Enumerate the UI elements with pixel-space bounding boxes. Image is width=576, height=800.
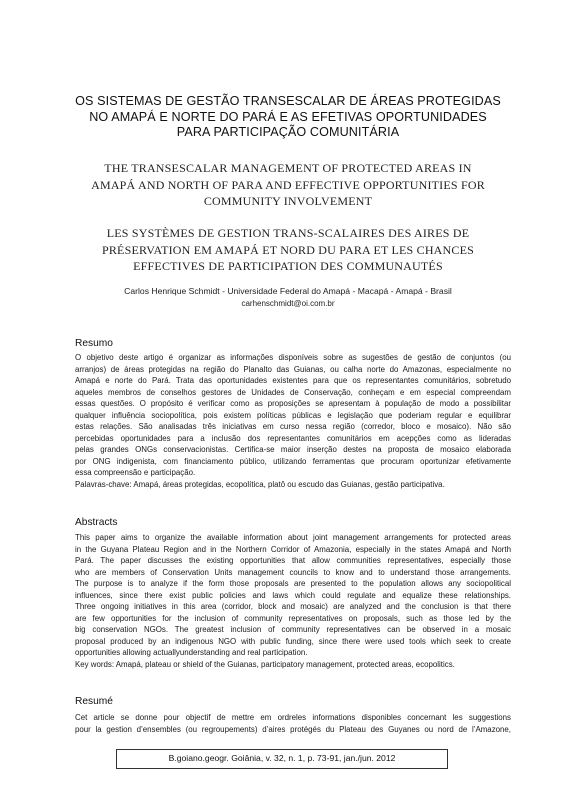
title-fr-line: LES SYSTÈMES DE GESTION TRANS-SCALAIRES DES AIRES DE bbox=[106, 226, 470, 240]
text-line: Amapá e norte do Pará. Trata das oportunidades existentes para que os representantes comunitários, sobretudo bbox=[75, 376, 511, 386]
text-line: influences, since there exist public policies and laws which could regulate and equalize these relationships. bbox=[75, 590, 511, 600]
title-english bbox=[60, 160, 516, 210]
text-line: Pará. The paper discusses the existing opportunities that allow communities representatives, especially those bbox=[75, 556, 511, 566]
text-line: O objetivo deste artigo é organizar as informações disponíveis sobre as sugestões de gestão de conjuntos (ou bbox=[75, 353, 511, 362]
text-line: are few opportunities for the inclusion of community representatives on proposals, such as those led by the bbox=[75, 613, 511, 623]
title-pt-line: OS SISTEMAS DE GESTÃO TRANSESCALAR DE ÁREAS PROTEGIDAS bbox=[75, 94, 501, 108]
text-line: qualquer influência sociopolítica, pois existem políticas públicas e legislação que poderiam regular e equilibrar bbox=[75, 410, 511, 420]
title-pt-line: PARA PARTICIPAÇÃO COMUNITÁRIA bbox=[176, 125, 400, 139]
text-line: aqueles membros de conselhos gestores de Unidades de Conservação, conheçam e em especial compreendam bbox=[75, 387, 511, 397]
text-line: in the Guyana Plateau Region and in the Northern Corridor of Amazonia, especially in the states Amapá and North bbox=[75, 544, 511, 554]
text-line: por ONG indigenista, com financiamento público, utilizando ferramentas que procuram oportunizar efetivamente bbox=[75, 456, 511, 466]
resumo-body bbox=[75, 352, 511, 491]
section-heading-resume: Resumé bbox=[75, 696, 113, 707]
title-portuguese bbox=[60, 94, 516, 141]
keywords-pt: Palavras-chave: Amapá, áreas protegidas, ecopolítica, platô ou escudo das Guianas, gestão participativa. bbox=[75, 480, 445, 490]
text-line: pour la gestion d’ensembles (ou regroupements) d’aires protégés du Plateau des Guyanes ou nord de l’Amazone, bbox=[75, 724, 511, 734]
footer-citation: B.goiano.geogr. Goiânia, v. 32, n. 1, p. 73-91, jan./jun. 2012 bbox=[168, 753, 396, 763]
abstracts-body bbox=[75, 532, 511, 671]
text-line: essas questões. O propósito é verificar como as proposições se apresentam à população de modo a possibilitar bbox=[75, 399, 511, 409]
text-line: This paper aims to organize the available information about joint management arrangements for protected areas bbox=[75, 533, 511, 542]
text-line: estas relações. São analisadas três iniciativas em curso nessa região (corredor, bloco e mosaico). Não são bbox=[75, 422, 511, 432]
text-line: who are members of Conservation Units management councils to know and to understand those arrangements. bbox=[75, 567, 511, 577]
title-en-line: AMAPÁ AND NORTH OF PARA AND EFFECTIVE OPPORTUNITIES FOR bbox=[91, 177, 485, 192]
text-line: opportunities allowing actuallyunderstanding and real participation. bbox=[75, 648, 308, 658]
resume-body bbox=[75, 712, 511, 735]
author-affiliation: Carlos Henrique Schmidt - Universidade Federal do Amapá - Macapá - Amapá - Brasil bbox=[124, 286, 452, 296]
text-line: big conservation NGOs. The greatest inclusion of community representatives can be observed in a mosaic bbox=[75, 625, 511, 635]
text-line: Cet article se donne pour objectif de mettre em ordreles informations disponibles concernant les suggestions bbox=[75, 713, 511, 722]
text-line: The purpose is to analyze if the form those proposals are presented to the population allows any sociopolitical bbox=[75, 579, 511, 589]
text-line: arranjos) de áreas protegidas na região do Planalto das Guianas, ou calha norte do Amazonas, especialmente no bbox=[75, 364, 511, 374]
section-heading-resumo: Resumo bbox=[75, 338, 113, 349]
text-line: proposal produced by an indigenous NGO with public funding, since there were used tools which seek to create bbox=[75, 636, 511, 646]
title-en-line: COMMUNITY INVOLVEMENT bbox=[203, 194, 373, 208]
title-pt-line: NO AMAPÁ E NORTE DO PARÁ E AS EFETIVAS OPORTUNIDADES bbox=[89, 109, 487, 124]
text-line: pelas grandes ONGs conservacionistas. Certifica-se maior inserção destes na proposta de mosaico elaborada bbox=[75, 445, 511, 455]
text-line: percebidas oportunidades para a inclusão dos representantes comunitários em acepções como as lideradas bbox=[75, 433, 511, 443]
title-fr-line: PRÉSERVATION EM AMAPÁ ET NORD DU PARA ET LES CHANCES bbox=[101, 242, 475, 257]
section-heading-abstracts: Abstracts bbox=[75, 517, 118, 528]
text-line: essa compreensão e participação. bbox=[75, 468, 196, 478]
title-french bbox=[60, 225, 516, 275]
title-en-line: THE TRANSESCALAR MANAGEMENT OF PROTECTED AREAS IN bbox=[104, 161, 472, 175]
title-fr-line: EFFECTIVES DE PARTICIPATION DES COMMUNAUTÉS bbox=[133, 259, 443, 273]
text-line: Three ongoing initiatives in this area (corridor, block and mosaic) are analyzed and the conclusion is that there bbox=[75, 602, 511, 612]
keywords-en: Key words: Amapá, plateau or shield of the Guianas, participatory management, protected areas, ecopolitics. bbox=[75, 660, 455, 670]
author-email: carhenschmidt@oi.com.br bbox=[241, 299, 335, 308]
